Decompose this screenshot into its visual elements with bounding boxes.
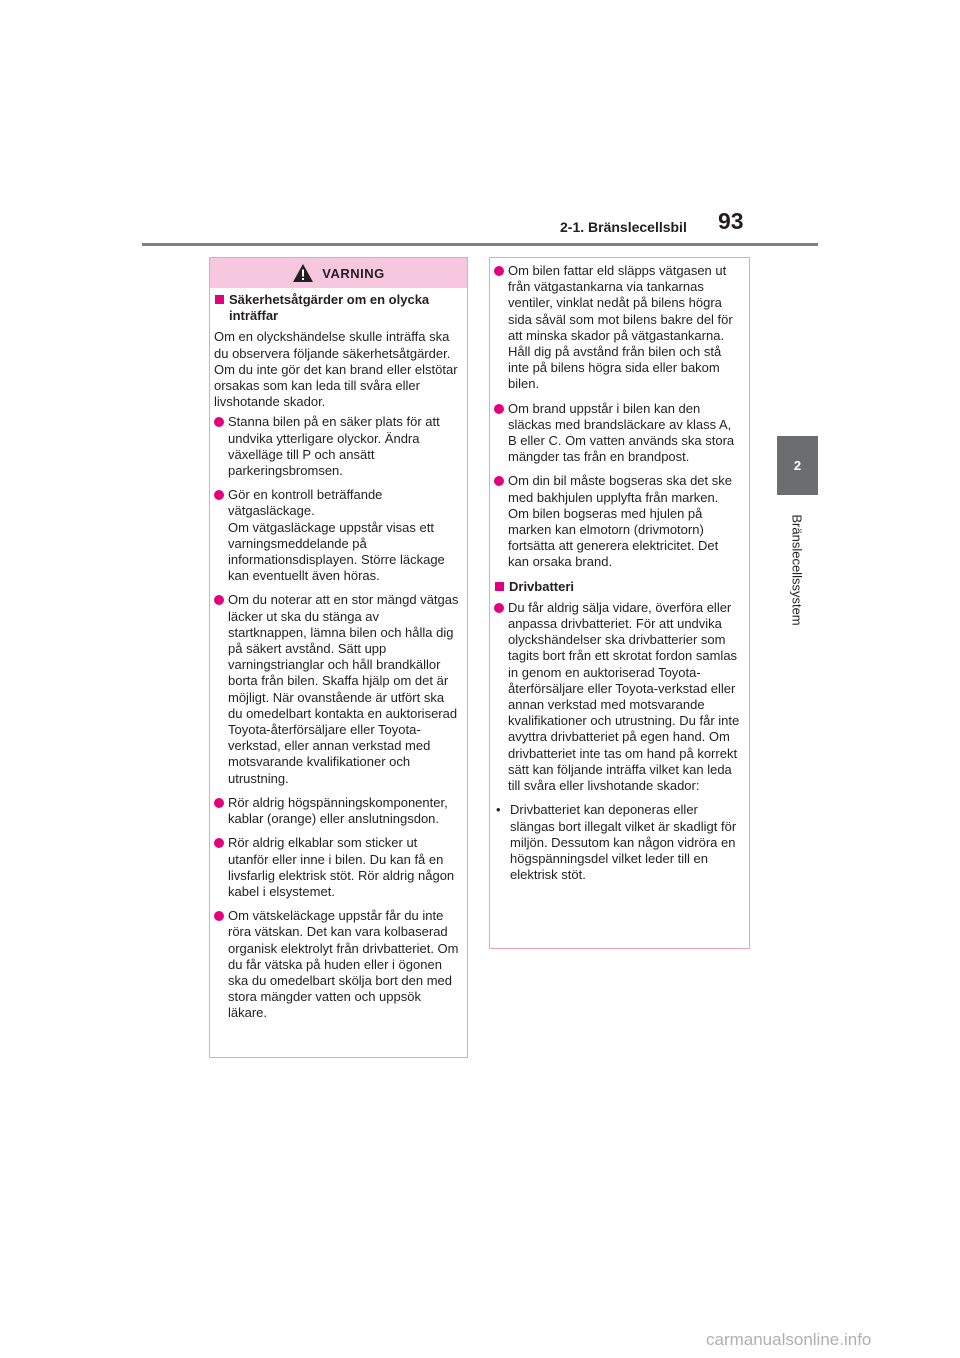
section-title: Drivbatteri bbox=[509, 578, 575, 594]
list-item bbox=[214, 908, 459, 1021]
bullet-dot-icon bbox=[214, 911, 224, 921]
bullet-dot-icon bbox=[214, 838, 224, 848]
bullet-dot-icon bbox=[214, 595, 224, 605]
list-item bbox=[214, 414, 459, 479]
list-item bbox=[214, 487, 459, 584]
list-item bbox=[214, 592, 459, 786]
list-item-text: Om din bil måste bogseras ska det ske med bakhjulen upplyfta från marken. Om bilen bogseras med hjulen på marken kan elmotorn (drivmotorn) fortsätta att generera elektricitet. Det kan orsaka brand. bbox=[508, 473, 732, 570]
bullet-dot-icon bbox=[214, 798, 224, 808]
page-number: 93 bbox=[718, 208, 744, 234]
bullet-dot-icon bbox=[494, 603, 504, 613]
list-item bbox=[214, 795, 459, 827]
small-bullet-mark: • bbox=[496, 802, 501, 818]
bullet-dot-icon bbox=[214, 417, 224, 427]
warning-title: VARNING bbox=[322, 265, 385, 281]
chapter-number: 2 bbox=[793, 458, 802, 473]
list-item-text: Stanna bilen på en säker plats för att undvika ytterligare olyckor. Ändra växelläge till P och ansätt parkeringsbromsen. bbox=[228, 414, 440, 479]
list-item bbox=[494, 401, 741, 466]
warning-header bbox=[210, 258, 467, 288]
list-item bbox=[494, 600, 741, 794]
square-bullet-icon bbox=[215, 295, 224, 304]
warning-triangle-icon bbox=[292, 263, 314, 283]
warning-content bbox=[210, 288, 467, 1022]
watermark: carmanualsonline.info bbox=[706, 1330, 872, 1349]
list-item-text: Gör en kontroll beträffande vätgasläckage. Om vätgasläckage uppstår visas ett varningsmeddelande på informationsdisplayen. Större läckage kan eventuellt även höras. bbox=[228, 487, 445, 584]
list-item-text: Rör aldrig elkablar som sticker ut utanför eller inne i bilen. Du kan få en livsfarlig elektrisk stöt. Rör aldrig någon kabel i elsystemet. bbox=[228, 835, 455, 899]
list-item-text: Om bilen fattar eld släpps vätgasen ut från vätgastankarna via tankarnas ventiler, vinklat nedåt på bilens högra sida såväl som mot bilens bakre del för att minska skador på vätgastankarna. Håll dig på avstånd från bilen och stå inte på bilens högra sida eller bakom bilen. bbox=[508, 263, 733, 392]
chapter-label-text: Bränslecellssystem bbox=[789, 514, 805, 626]
header-title: 2-1. Bränslecellsbil bbox=[560, 219, 687, 235]
list-item-text: Om brand uppstår i bilen kan den släckas med brandsläckare av klass A, B eller C. Om vatten används ska stora mängder tas från en brandpost. bbox=[508, 400, 735, 465]
section-title: Säkerhetsåtgärder om en olycka inträffar bbox=[229, 292, 430, 324]
bullet-dot-icon bbox=[494, 476, 504, 486]
list-item-text: Du får aldrig sälja vidare, överföra eller anpassa drivbatteriet. För att undvika olyckshändelser ska drivbatterier som tagits bort från ett skrotat fordon samlas in genom en auktoriserad Toyota-återförsäljare eller Toyota-verkstad eller annan verkstad med motsvarande kvalifikationer och utrustning. Du får inte avyttra drivbatteriet på egen hand. Om drivbatteriet inte tas om hand på korrekt sätt kan följande inträffa vilket kan leda till svåra eller livshotande skador: bbox=[508, 599, 740, 794]
sub-list-item-text: Drivbatteriet kan deponeras eller slängas bort illegalt vilket är skadligt för miljön. Dessutom kan någon vidröra en högspänningsdel vilket leder till en elektrisk stöt. bbox=[510, 802, 737, 883]
list-item-text: Rör aldrig högspänningskomponenter, kablar (orange) eller anslutningsdon. bbox=[228, 794, 448, 827]
continued-content bbox=[490, 258, 749, 883]
list-item-text: Om vätskeläckage uppstår får du inte röra vätskan. Det kan vara kolbaserad organisk elektrolyt från drivbatteriet. Om du får vätska på huden eller i ögonen ska du omedelbart skölja bort den med stora mängder vatten och uppsök läkare. bbox=[228, 908, 459, 1021]
list-item-text: Om du noterar att en stor mängd vätgas läcker ut ska du stänga av startknappen, lämna bilen och hålla dig på säkert avstånd. Sätt upp varningstrianglar och håll brandkällor borta från bilen. Skaffa hjälp om det är möjligt. När ovanstående är utfört ska du omedelbart kontakta en auktoriserad Toyota-återförsäljare eller Toyota-verkstad, eller annan verkstad med motsvarande kvalifikationer och utrustning. bbox=[228, 592, 459, 786]
section-heading bbox=[494, 579, 741, 595]
bullet-dot-icon bbox=[494, 266, 504, 276]
list-item bbox=[494, 473, 741, 570]
chapter-label bbox=[787, 500, 807, 640]
section-heading bbox=[214, 292, 459, 324]
square-bullet-icon bbox=[495, 582, 504, 591]
intro-paragraph: Om en olyckshändelse skulle inträffa ska du observera följande säkerhetsåtgärder. Om du inte gör det kan brand eller elstötar orsakas som kan leda till svåra eller livshotande skador. bbox=[214, 329, 458, 410]
header-rule bbox=[142, 243, 818, 246]
list-item bbox=[494, 263, 741, 393]
sub-list-item bbox=[494, 802, 741, 883]
warning-box bbox=[209, 257, 468, 1058]
bullet-dot-icon bbox=[494, 404, 504, 414]
list-item bbox=[214, 835, 459, 900]
warning-box-continued bbox=[489, 257, 750, 949]
chapter-tab bbox=[777, 436, 818, 495]
bullet-dot-icon bbox=[214, 490, 224, 500]
